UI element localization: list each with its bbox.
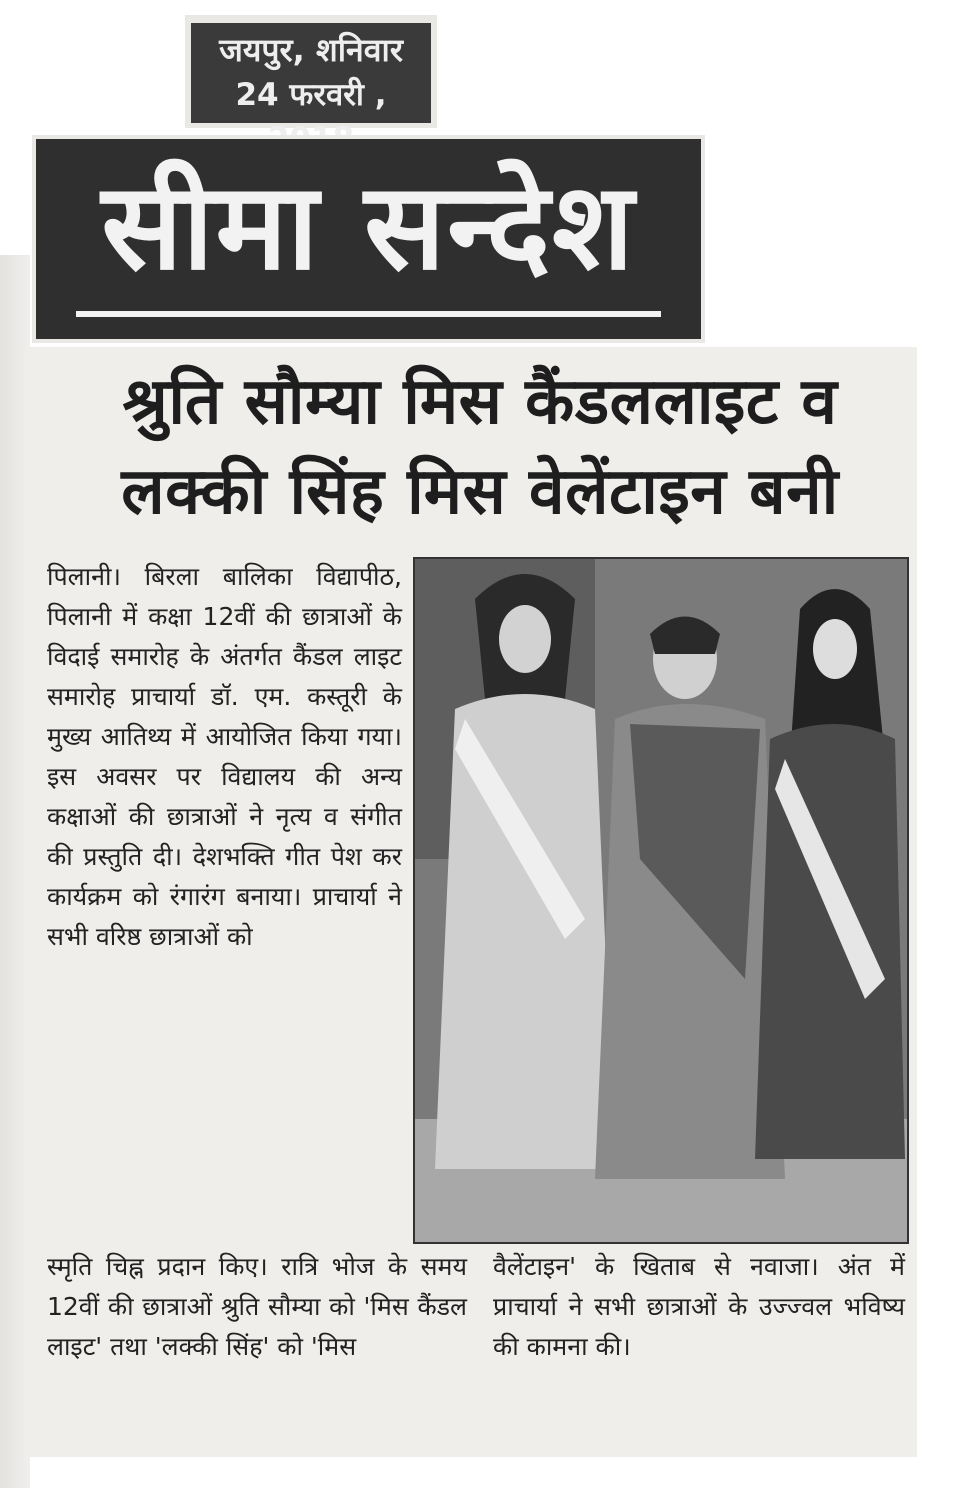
article-body-bottom-right: [493, 1247, 905, 1367]
article-body-bottom-left-text: स्मृति चिह्न प्रदान किए। रात्रि भोज के समय 12वीं की छात्राओं श्रुति सौम्या को 'मिस कैंडल लाइट' तथा 'लक्की सिंह' को 'मिस: [47, 1252, 467, 1361]
masthead-clipping: [32, 135, 705, 343]
article-body-left-column: [47, 557, 402, 957]
article-headline: [55, 357, 905, 537]
article-body-bottom-left: [47, 1247, 467, 1367]
photo-three-women-illustration: [415, 559, 907, 1242]
dateline-box: [191, 23, 431, 123]
dateline-clipping: [185, 15, 437, 128]
masthead-logo: [36, 139, 701, 339]
article-clipping: [25, 347, 917, 1457]
article-photo: [413, 557, 909, 1244]
masthead-title: सीमा सन्देश: [101, 158, 636, 297]
article-body-bottom-right-text: वैलेंटाइन' के खिताब से नवाजा। अंत में प्राचार्या ने सभी छात्राओं के उज्ज्वल भविष्य की कामना की।: [493, 1252, 905, 1361]
dateline-date: 24 फरवरी ,: [235, 77, 387, 113]
headline-line-1: श्रुति सौम्या मिस कैंडललाइट व: [122, 365, 838, 439]
masthead-underline: [76, 311, 661, 317]
headline-line-2: लक्की सिंह मिस वेलेंटाइन बनी: [121, 455, 839, 529]
article-body-left-text: पिलानी। बिरला बालिका विद्यापीठ, पिलानी में कक्षा 12वीं की छात्राओं के विदाई समारोह के अंतर्गत कैंडल लाइट समारोह प्राचार्या डॉ. एम. कस्तूरी के मुख्य आतिथ्य में आयोजित किया गया। इस अवसर पर विद्यालय की अन्य कक्षाओं की छात्राओं ने नृत्य व संगीत की प्रस्तुति दी। देशभक्ति गीत पेश कर कार्यक्रम को रंगारंग बनाया। प्राचार्या ने सभी वरिष्ठ छात्राओं को: [47, 562, 402, 951]
dateline-city-day: जयपुर, शनिवार: [219, 31, 403, 69]
